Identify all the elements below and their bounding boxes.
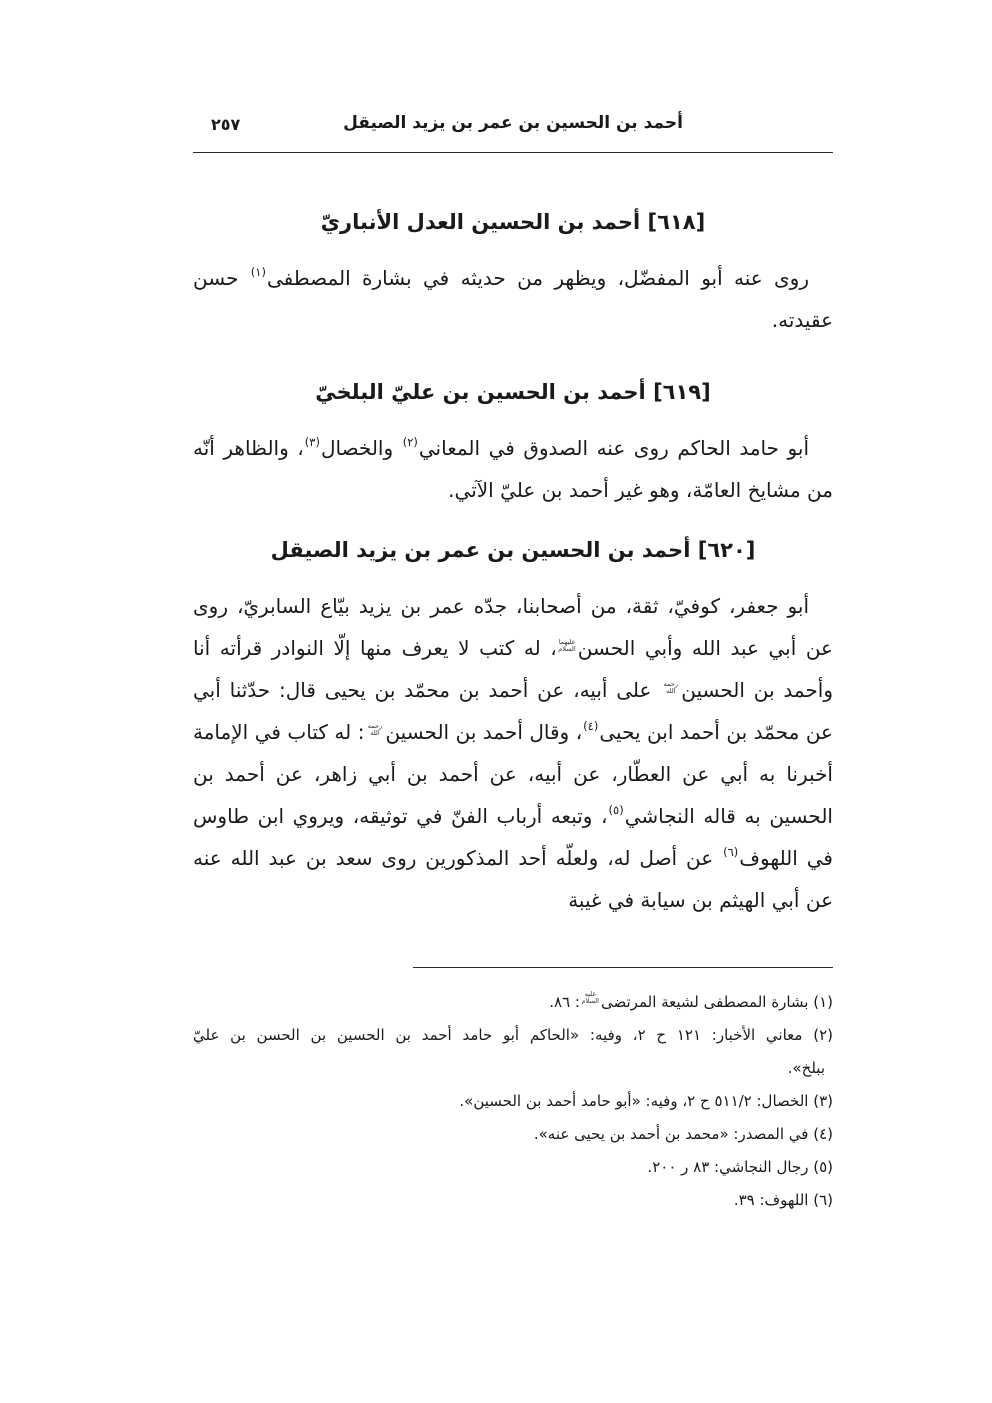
running-title: أحمد بن الحسين بن عمر بن يزيد الصيقل bbox=[343, 113, 683, 133]
footnote-marker: (٥) bbox=[608, 803, 624, 818]
footnote-separator-rule bbox=[413, 967, 833, 968]
footnote-1: (١) بشارة المصطفى لشيعة المرتضىعليه السلام: ٨٦. bbox=[549, 989, 833, 1011]
page-header bbox=[193, 108, 833, 153]
text-block bbox=[193, 0, 833, 1217]
honorific-symbol: عليهما السلام bbox=[558, 637, 576, 653]
footnote-5: (٥) رجال النجاشي: ٨٣ ر ٢٠٠. bbox=[647, 1158, 833, 1176]
footnote-marker: (١) bbox=[250, 265, 266, 280]
footnote-4: (٤) في المصدر: «محمد بن أحمد بن يحيى عنه». bbox=[533, 1125, 833, 1143]
footnote-6: (٦) اللهوف: ٣٩. bbox=[733, 1191, 833, 1209]
entry-620-heading: [٦٢٠] أحمد بن الحسين بن عمر بن يزيد الصيقل bbox=[270, 538, 756, 562]
footnote-3: (٣) الخصال: ٥١١/٢ ح ٢، وفيه: «أبو حامد أحمد بن الحسين». bbox=[459, 1092, 833, 1110]
footnote-marker: (٤) bbox=[583, 719, 599, 734]
footnote-2-line-1: (٢) معاني الأخبار: ١٢١ ح ٢، وفيه: «الحاكم أبو حامد أحمد بن الحسين بن الحسن بن عليّ bbox=[193, 1026, 833, 1044]
footnote-marker: (٢) bbox=[402, 435, 418, 450]
honorific-symbol: رحمه الله bbox=[663, 679, 678, 695]
entry-619-heading: [٦١٩] أحمد بن الحسين بن عليّ البلخيّ bbox=[315, 380, 711, 404]
entry-620-body: أبو جعفر، كوفيّ، ثقة، من أصحابنا، جدّه عمر بن يزيد بيّاع السابريّ، روى عن أبي عبد الله وأبي الحسنعليهما السلام، له كتب لا يعرف منها إلّا النوادر قرأته أنا وأحمد بن الحسينرحمه الله على أبيه، عن أحمد بن محمّد بن يحيى قال: حدّثنا أبي عن محمّد بن أحمد ابن يحيى$^{(٤)}$، وقال أحمد بن الحسينرحمه الله: له كتاب في الإمامة أخبرنا به أبي عن العطّار، عن أبيه، عن أحمد بن أبي زاهر، عن أحمد بن الحسين به قاله النجاشي$^{(٥)}$، وتبعه أرباب الفنّ في توثيقه، ويروي ابن طاوس في اللهوف$^{(٦)}$ عن أصل له، ولعلّه أحد المذكورين روى سعد بن عبد الله عنه عن أبي الهيثم بن سيابة في غيبة bbox=[193, 594, 834, 912]
footnote-marker: (٦) bbox=[723, 845, 739, 860]
entry-619-body: أبو حامد الحاكم روى عنه الصدوق في المعاني$^{(٢)}$ والخصال$^{(٣)}$، والظاهر أنّه من مشايخ العامّة، وهو غير أحمد بن عليّ الآتي. bbox=[193, 435, 833, 502]
entry-618-body: روى عنه أبو المفضّل، ويظهر من حديثه في بشارة المصطفى$^{(١)}$ حسن عقيدته. bbox=[193, 265, 833, 332]
footnote-2-line-2: ببلخ». bbox=[787, 1059, 825, 1077]
footnote-marker: (٣) bbox=[304, 435, 320, 450]
honorific-symbol: عليه السلام bbox=[581, 989, 599, 1005]
footnotes-section bbox=[193, 986, 833, 1217]
entry-618-heading: [٦١٨] أحمد بن الحسين العدل الأنباريّ bbox=[320, 210, 706, 234]
page-number: ٢٥٧ bbox=[211, 115, 241, 134]
honorific-symbol: رحمه الله bbox=[367, 721, 383, 737]
